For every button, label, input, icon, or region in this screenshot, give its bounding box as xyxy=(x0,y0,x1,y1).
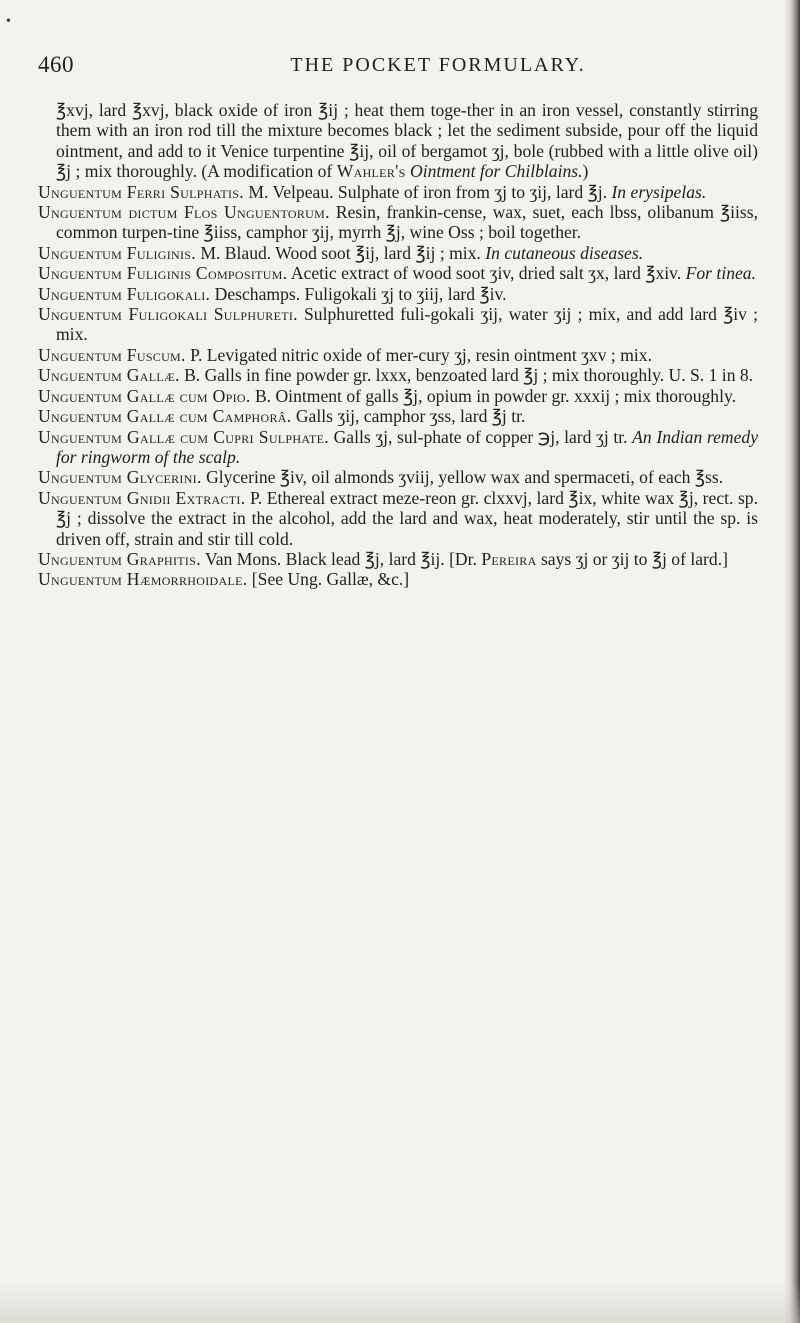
formulary-entry xyxy=(38,467,758,487)
formulary-entry xyxy=(38,406,758,426)
formulary-text xyxy=(38,100,758,590)
formulary-entry xyxy=(38,263,758,283)
entry-note: In erysipelas. xyxy=(611,181,707,202)
entry-text: M. Blaud. Wood soot ℥ij, lard ℥ij ; mix. xyxy=(195,242,486,263)
formulary-entry xyxy=(38,243,758,263)
margin-mark: • xyxy=(6,14,11,29)
formulary-entry xyxy=(38,569,758,589)
formulary-entry xyxy=(38,345,758,365)
entry-heading: Unguentum Gnidii Extracti. xyxy=(38,487,246,508)
page-number: 460 xyxy=(38,52,74,77)
formulary-entry xyxy=(38,386,758,406)
entry-text: says ʒj or ʒij to ℥j of lard.] xyxy=(536,548,728,569)
formulary-entry xyxy=(38,182,758,202)
entry-text: Glycerine ℥iv, oil almonds ʒviij, yellow wax and spermaceti, of each ℥ss. xyxy=(201,467,724,488)
entry-heading: Unguentum Gallæ. xyxy=(38,365,180,386)
entry-heading: Pereira xyxy=(481,548,537,569)
entry-text: Acetic extract of wood soot ʒiv, dried salt ʒx, lard ℥xiv. xyxy=(287,263,686,284)
entry-text: Sulphuretted fuli-gokali ʒij, water ʒij ; mix, and add lard ℥iv ; mix. xyxy=(56,304,758,345)
formulary-entry xyxy=(38,284,758,304)
entry-text: [See Ung. Gallæ, &c.] xyxy=(247,569,410,590)
formulary-entry xyxy=(38,549,758,569)
page-edge-shadow xyxy=(784,0,800,1323)
entry-heading: Wahler's xyxy=(336,161,406,182)
running-title: THE POCKET FORMULARY. xyxy=(290,54,586,76)
formulary-entry xyxy=(38,304,758,345)
entry-text: B. Ointment of galls ℥j, opium in powder gr. xxxij ; mix thoroughly. xyxy=(250,385,737,406)
entry-text: B. Galls in fine powder gr. lxxx, benzoated lard ℥j ; mix thoroughly. U. S. 1 in 8. xyxy=(179,365,754,386)
entry-heading: Unguentum Fuscum. xyxy=(38,344,186,365)
page-bottom-shadow xyxy=(0,1283,800,1323)
entry-text: Van Mons. Black lead ℥j, lard ℥ij. [Dr. xyxy=(200,548,482,569)
entry-text: P. Ethereal extract meze-reon gr. clxxvj, lard ℥ix, white wax ℥j, rect. sp. ℥j ; dissolve the extract in the alcohol, add the lard and wax, heat moderately, stir until the sp. is driven off, strain and stir till cold. xyxy=(56,487,758,549)
entry-heading: Unguentum Fuliginis Compositum. xyxy=(38,263,288,284)
entry-text: ℥xvj, lard ℥xvj, black oxide of iron ℥ij ; heat them toge-ther in an iron vessel, constantly stirring them with an iron rod till the mixture becomes black ; let the sediment subside, pour off the liquid ointment, and add to it Venice turpentine ℥ij, oil of bergamot ʒj, bole (rubbed with a little olive oil) ℥j ; mix thoroughly. (A modification of xyxy=(56,100,758,182)
formulary-entry xyxy=(38,365,758,385)
page-header xyxy=(38,52,758,82)
entry-text: Resin, frankin-cense, wax, suet, each lbss, olibanum ℥iiss, common turpen-tine ℥iiss, camphor ʒij, myrrh ℥j, wine Oss ; boil together. xyxy=(56,202,759,243)
entry-text: ) xyxy=(582,161,589,182)
entry-note: Ointment for Chilblains. xyxy=(409,161,583,182)
entry-text: Deschamps. Fuligokali ʒj to ʒiij, lard ℥iv. xyxy=(210,283,507,304)
entry-note: For tinea. xyxy=(685,263,757,284)
entry-heading: Unguentum Fuligokali. xyxy=(38,283,211,304)
entry-text: M. Velpeau. Sulphate of iron from ʒj to ʒij, lard ℥j. xyxy=(243,181,612,202)
entry-heading: Unguentum Fuligokali Sulphureti. xyxy=(38,304,298,325)
entry-text: Galls ʒj, sul-phate of copper ℈j, lard ʒj tr. xyxy=(328,426,633,447)
entry-heading: Unguentum Hæmorrhoidale. xyxy=(38,569,248,590)
formulary-entry xyxy=(38,202,758,243)
entry-heading: Unguentum Gallæ cum Camphorâ. xyxy=(38,406,292,427)
entry-text: P. Levigated nitric oxide of mer-cury ʒj, resin ointment ʒxv ; mix. xyxy=(185,344,652,365)
entry-heading: Unguentum Glycerini. xyxy=(38,467,202,488)
entry-heading: Unguentum Gallæ cum Cupri Sulphate. xyxy=(38,426,329,447)
entry-note: An Indian remedy for ringworm of the scalp. xyxy=(56,426,759,467)
entry-heading: Unguentum Fuliginis. xyxy=(38,242,196,263)
entry-heading: Unguentum Gallæ cum Opio. xyxy=(38,385,251,406)
entry-continuation xyxy=(38,100,758,182)
entry-heading: Unguentum Graphitis. xyxy=(38,548,201,569)
entry-text: Galls ʒij, camphor ʒss, lard ℥j tr. xyxy=(291,406,526,427)
entry-heading: Unguentum Ferri Sulphatis. xyxy=(38,181,244,202)
formulary-entry xyxy=(38,488,758,549)
entry-note: In cutaneous diseases. xyxy=(485,242,644,263)
formulary-entry xyxy=(38,427,758,468)
entry-heading: Unguentum dictum Flos Unguentorum. xyxy=(38,202,330,223)
